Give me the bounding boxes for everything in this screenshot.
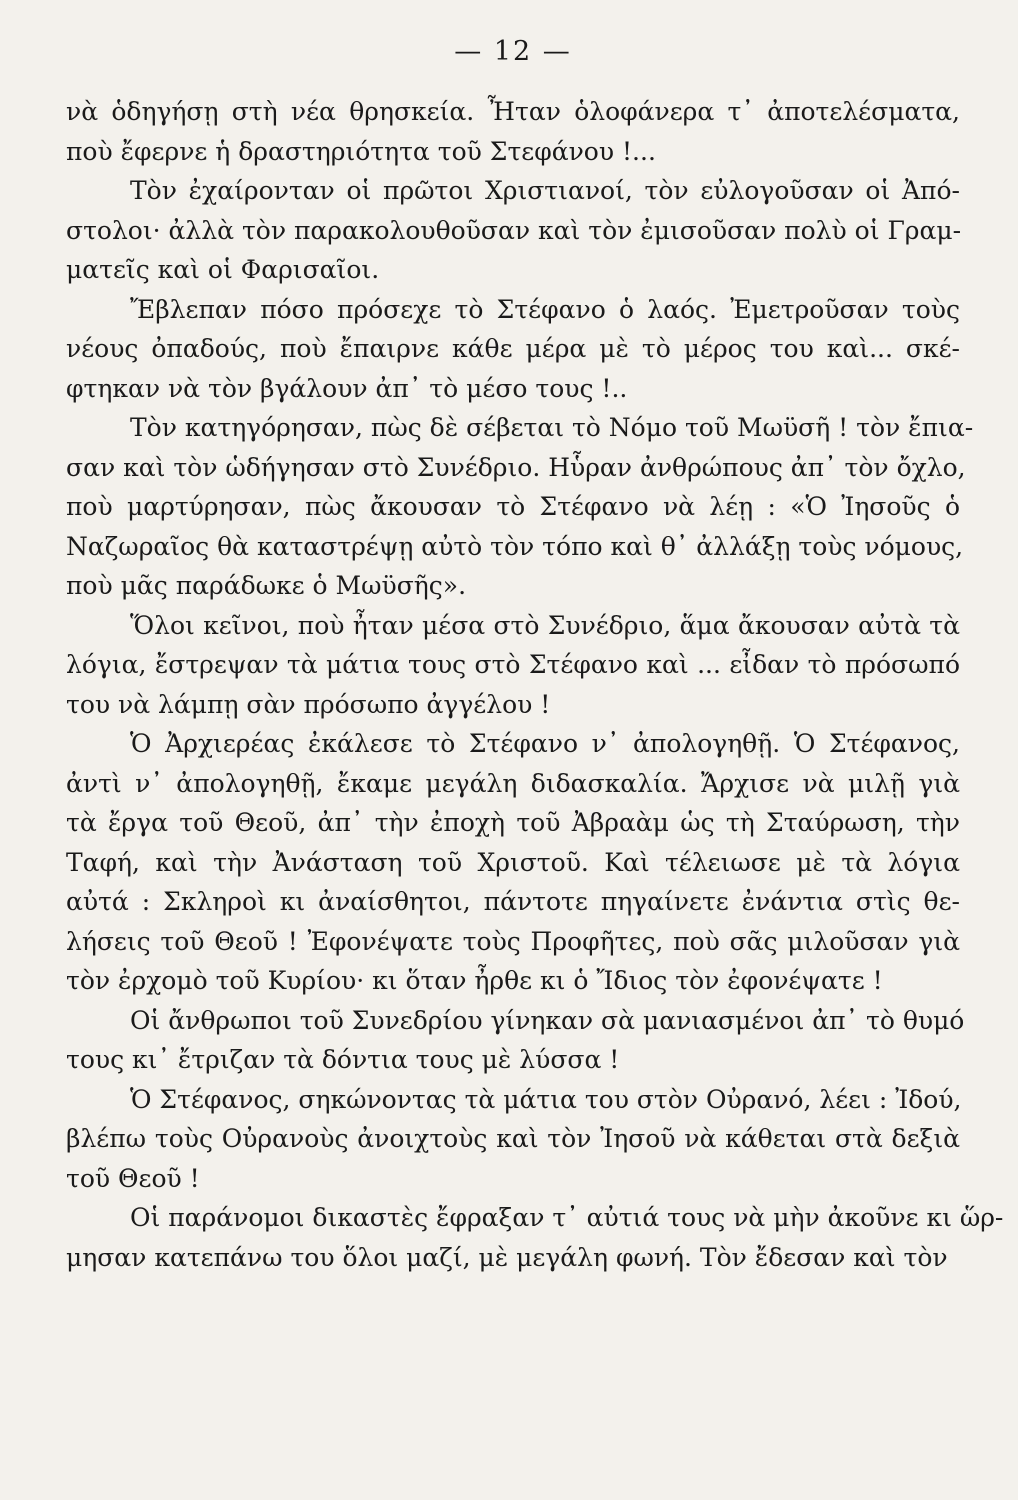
- text-line: Ταφή, καὶ τὴν Ἀνάσταση τοῦ Χριστοῦ. Καὶ τέλειωσε μὲ τὰ λόγια: [66, 847, 960, 877]
- text-line: ματεῖς καὶ οἱ Φαρισαῖοι.: [66, 255, 380, 284]
- text-line: Οἱ παράνομοι δικαστὲς ἔφραξαν τ᾽ αὐτιά τους νὰ μὴν ἀκοῦνε κι ὥρ-: [130, 1203, 1004, 1232]
- text-line: τους κι᾽ ἔτριζαν τὰ δόντια τους μὲ λύσσα !: [66, 1045, 620, 1074]
- paragraph: [66, 408, 974, 606]
- text-line: φτηκαν νὰ τὸν βγάλουν ἀπ᾽ τὸ μέσο τους !..: [66, 373, 628, 403]
- paragraph: [66, 1080, 960, 1199]
- text-line: ποὺ μαρτύρησαν, πὼς ἄκουσαν τὸ Στέφανο νὰ λέῃ : «Ὁ Ἰησοῦς ὁ: [66, 492, 960, 521]
- text-line: τὰ ἔργα τοῦ Θεοῦ, ἀπ᾽ τὴν ἐποχὴ τοῦ Ἀβραὰμ ὡς τὴ Σταύρωση, τὴν: [66, 808, 960, 837]
- text-line: Τὸν κατηγόρησαν, πὼς δὲ σέβεται τὸ Νόμο τοῦ Μωϋσῆ ! τὸν ἔπια-: [130, 413, 974, 442]
- text-line: ἀντὶ ν᾽ ἀπολογηθῇ, ἔκαμε μεγάλη διδασκαλία. Ἄρχισε νὰ μιλῇ γιὰ: [66, 768, 960, 798]
- paragraph: [66, 92, 960, 171]
- text-line: Οἱ ἄνθρωποι τοῦ Συνεδρίου γίνηκαν σὰ μανιασμένοι ἀπ᾽ τὸ θυμό: [130, 1005, 965, 1035]
- text-line: βλέπω τοὺς Οὐρανοὺς ἀνοιχτοὺς καὶ τὸν Ἰησοῦ νὰ κάθεται στὰ δεξιὰ: [66, 1124, 960, 1153]
- text-line: αὐτά : Σκληροὶ κι ἀναίσθητοι, πάντοτε πηγαίνετε ἐνάντια στὶς θε-: [66, 887, 960, 916]
- text-line: σαν καὶ τὸν ὡδήγησαν στὸ Συνέδριο. Ηὗραν ἀνθρώπους ἀπ᾽ τὸν ὄχλο,: [66, 452, 966, 482]
- text-line: λήσεις τοῦ Θεοῦ ! Ἐφονέψατε τοὺς Προφῆτες, ποὺ σᾶς μιλοῦσαν γιὰ: [66, 926, 960, 956]
- paragraph: [66, 606, 960, 725]
- text-line: Ὁ Στέφανος, σηκώνοντας τὰ μάτια του στὸν Οὐρανό, λέει : Ἰδού,: [130, 1084, 962, 1114]
- page-number: — 12 —: [454, 36, 572, 67]
- paragraph: [66, 1001, 965, 1080]
- paragraph: [66, 1198, 1004, 1277]
- text-line: Ὁ Ἀρχιερέας ἐκάλεσε τὸ Στέφανο ν᾽ ἀπολογηθῇ. Ὁ Στέφανος,: [130, 729, 960, 758]
- paragraph: [66, 290, 960, 409]
- text-line: Τὸν ἐχαίρονταν οἱ πρῶτοι Χριστιανοί, τὸν εὐλογοῦσαν οἱ Ἀπό-: [130, 176, 960, 205]
- text-line: ποὺ μᾶς παράδωκε ὁ Μωϋσῆς».: [66, 571, 467, 600]
- text-line: Ἔβλεπαν πόσο πρόσεχε τὸ Στέφανο ὁ λαός. Ἐμετροῦσαν τοὺς: [130, 294, 960, 324]
- text-line: Ναζωραῖος θὰ καταστρέψῃ αὐτὸ τὸν τόπο καὶ θ᾽ ἀλλάξῃ τοὺς νόμους,: [66, 531, 964, 561]
- text-line: λόγια, ἔστρεψαν τὰ μάτια τους στὸ Στέφανο καὶ ... εἶδαν τὸ πρόσωπό: [66, 650, 960, 679]
- paragraph: [66, 171, 960, 290]
- text-line: τοῦ Θεοῦ !: [66, 1163, 200, 1193]
- text-line: Ὅλοι κεῖνοι, ποὺ ἦταν μέσα στὸ Συνέδριο, ἅμα ἄκουσαν αὐτὰ τὰ: [130, 610, 960, 640]
- text-line: νέους ὀπαδούς, ποὺ ἔπαιρνε κάθε μέρα μὲ τὸ μέρος του καὶ... σκέ-: [66, 334, 960, 363]
- paragraph: [66, 724, 960, 1001]
- text-line: ποὺ ἔφερνε ἡ δραστηριότητα τοῦ Στεφάνου !...: [66, 136, 656, 166]
- text-line: νὰ ὁδηγήσῃ στὴ νέα θρησκεία. Ἦταν ὁλοφάνερα τ᾽ ἀποτελέσματα,: [66, 97, 960, 126]
- text-line: τὸν ἐρχομὸ τοῦ Κυρίου· κι ὅταν ἦρθε κι ὁ Ἴδιος τὸν ἐφονέψατε !: [66, 966, 883, 995]
- text-line: μησαν κατεπάνω του ὅλοι μαζί, μὲ μεγάλη φωνή. Τὸν ἔδεσαν καὶ τὸν: [66, 1242, 948, 1272]
- text-line: στολοι· ἀλλὰ τὸν παρακολουθοῦσαν καὶ τὸν ἐμισοῦσαν πολὺ οἱ Γραμ-: [66, 215, 962, 245]
- text-line: του νὰ λάμπῃ σὰν πρόσωπο ἀγγέλου !: [66, 689, 551, 719]
- page-body-text: [66, 92, 1004, 1277]
